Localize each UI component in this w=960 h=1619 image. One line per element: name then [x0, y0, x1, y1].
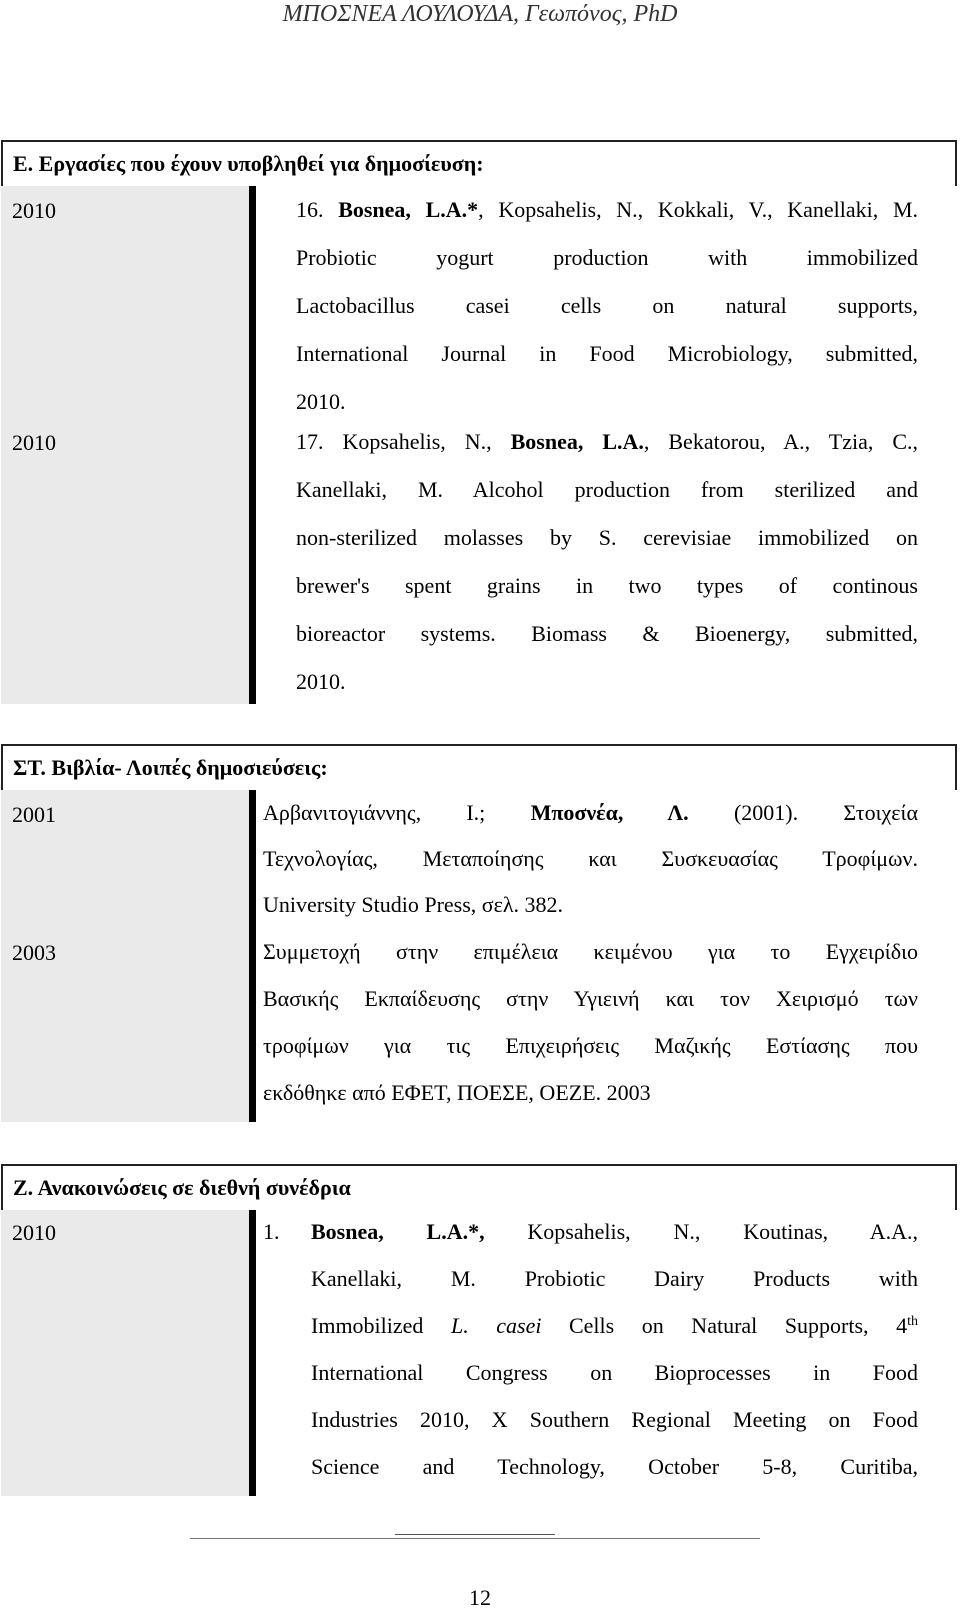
- column-divider: [249, 790, 256, 1122]
- publication-entry: [263, 928, 918, 1116]
- entry-line: bioreactor systems. Biomass & Bioenergy, submitted,: [296, 621, 918, 646]
- entry-line: University Studio Press, σελ. 382.: [263, 892, 564, 917]
- entry-line: 2010.: [296, 669, 346, 694]
- footer-rule: [190, 1538, 760, 1539]
- entry-line: brewer's spent grains in two types of continous: [296, 573, 918, 598]
- entry-line: 16. Bosnea, L.A.*, Kopsahelis, N., Kokkali, V., Kanellaki, M.: [296, 197, 918, 222]
- entry-line: τροφίμων για τις Επιχειρήσεις Μαζικής Εστίασης που: [263, 1033, 918, 1058]
- section-title-st: ΣΤ. Βιβλία- Λοιπές δημοσιεύσεις:: [1, 744, 957, 790]
- entry-line: Science and Technology, October 5-8, Curitiba,: [311, 1454, 918, 1479]
- entry-line: International Journal in Food Microbiology, submitted,: [296, 341, 918, 366]
- entry-line: non-sterilized molasses by S. cerevisiae immobilized on: [296, 525, 918, 550]
- running-header: ΜΠΟΣΝΕΑ ΛΟΥΛΟΥΔΑ, Γεωπόνος, PhD: [282, 1, 678, 27]
- footer-rule-short: [395, 1534, 555, 1535]
- section-title-e: Ε. Εργασίες που έχουν υποβληθεί για δημοσίευση:: [1, 140, 957, 186]
- list-number: 1.: [263, 1219, 280, 1244]
- entry-line: Immobilized L. casei Cells on Natural Supports, 4th: [311, 1313, 918, 1338]
- entry-line: 17. Kopsahelis, N., Bosnea, L.A., Bekatorou, A., Tzia, C.,: [296, 429, 918, 454]
- entry-line: Τεχνολογίας, Μεταποίησης και Συσκευασίας Τροφίμων.: [263, 846, 918, 871]
- section-title-z: Ζ. Ανακοινώσεις σε διεθνή συνέδρια: [1, 1164, 957, 1210]
- entry-year: 2001: [12, 802, 56, 827]
- entry-line: Probiotic yogurt production with immobilized: [296, 245, 918, 270]
- publication-entry: [296, 186, 918, 426]
- conference-entry: [311, 1208, 918, 1490]
- publication-entry: [296, 418, 918, 706]
- entry-line: Bosnea, L.A.*, Kopsahelis, N., Koutinas, A.A.,: [311, 1219, 918, 1244]
- entry-line: Kanellaki, M. Alcohol production from sterilized and: [296, 477, 918, 502]
- entry-line: Αρβανιτογιάννης, Ι.; Μποσνέα, Λ. (2001). Στοιχεία: [263, 800, 918, 825]
- entry-year: 2003: [12, 940, 56, 965]
- entry-line: Kanellaki, M. Probiotic Dairy Products with: [311, 1266, 918, 1291]
- entry-year: 2010: [12, 198, 56, 223]
- year-column: [1, 1210, 249, 1496]
- entry-year: 2010: [12, 1220, 56, 1245]
- entry-line: Βασικής Εκπαίδευσης στην Υγιεινή και τον Χειρισμό των: [263, 986, 918, 1011]
- entry-line: εκδόθηκε από ΕΦΕΤ, ΠΟΕΣΕ, ΟΕΖΕ. 2003: [263, 1080, 651, 1105]
- entry-line: International Congress on Bioprocesses in Food: [311, 1360, 918, 1385]
- column-divider: [249, 1210, 256, 1496]
- entry-line: Συμμετοχή στην επιμέλεια κειμένου για το Εγχειρίδιο: [263, 939, 918, 964]
- column-divider: [249, 186, 256, 704]
- publication-entry: [263, 790, 918, 928]
- entry-year: 2010: [12, 430, 56, 455]
- entry-line: 2010.: [296, 389, 346, 414]
- entry-line: Lactobacillus casei cells on natural supports,: [296, 293, 918, 318]
- page-number: 12: [469, 1585, 491, 1610]
- entry-line: Industries 2010, X Southern Regional Meeting on Food: [311, 1407, 918, 1432]
